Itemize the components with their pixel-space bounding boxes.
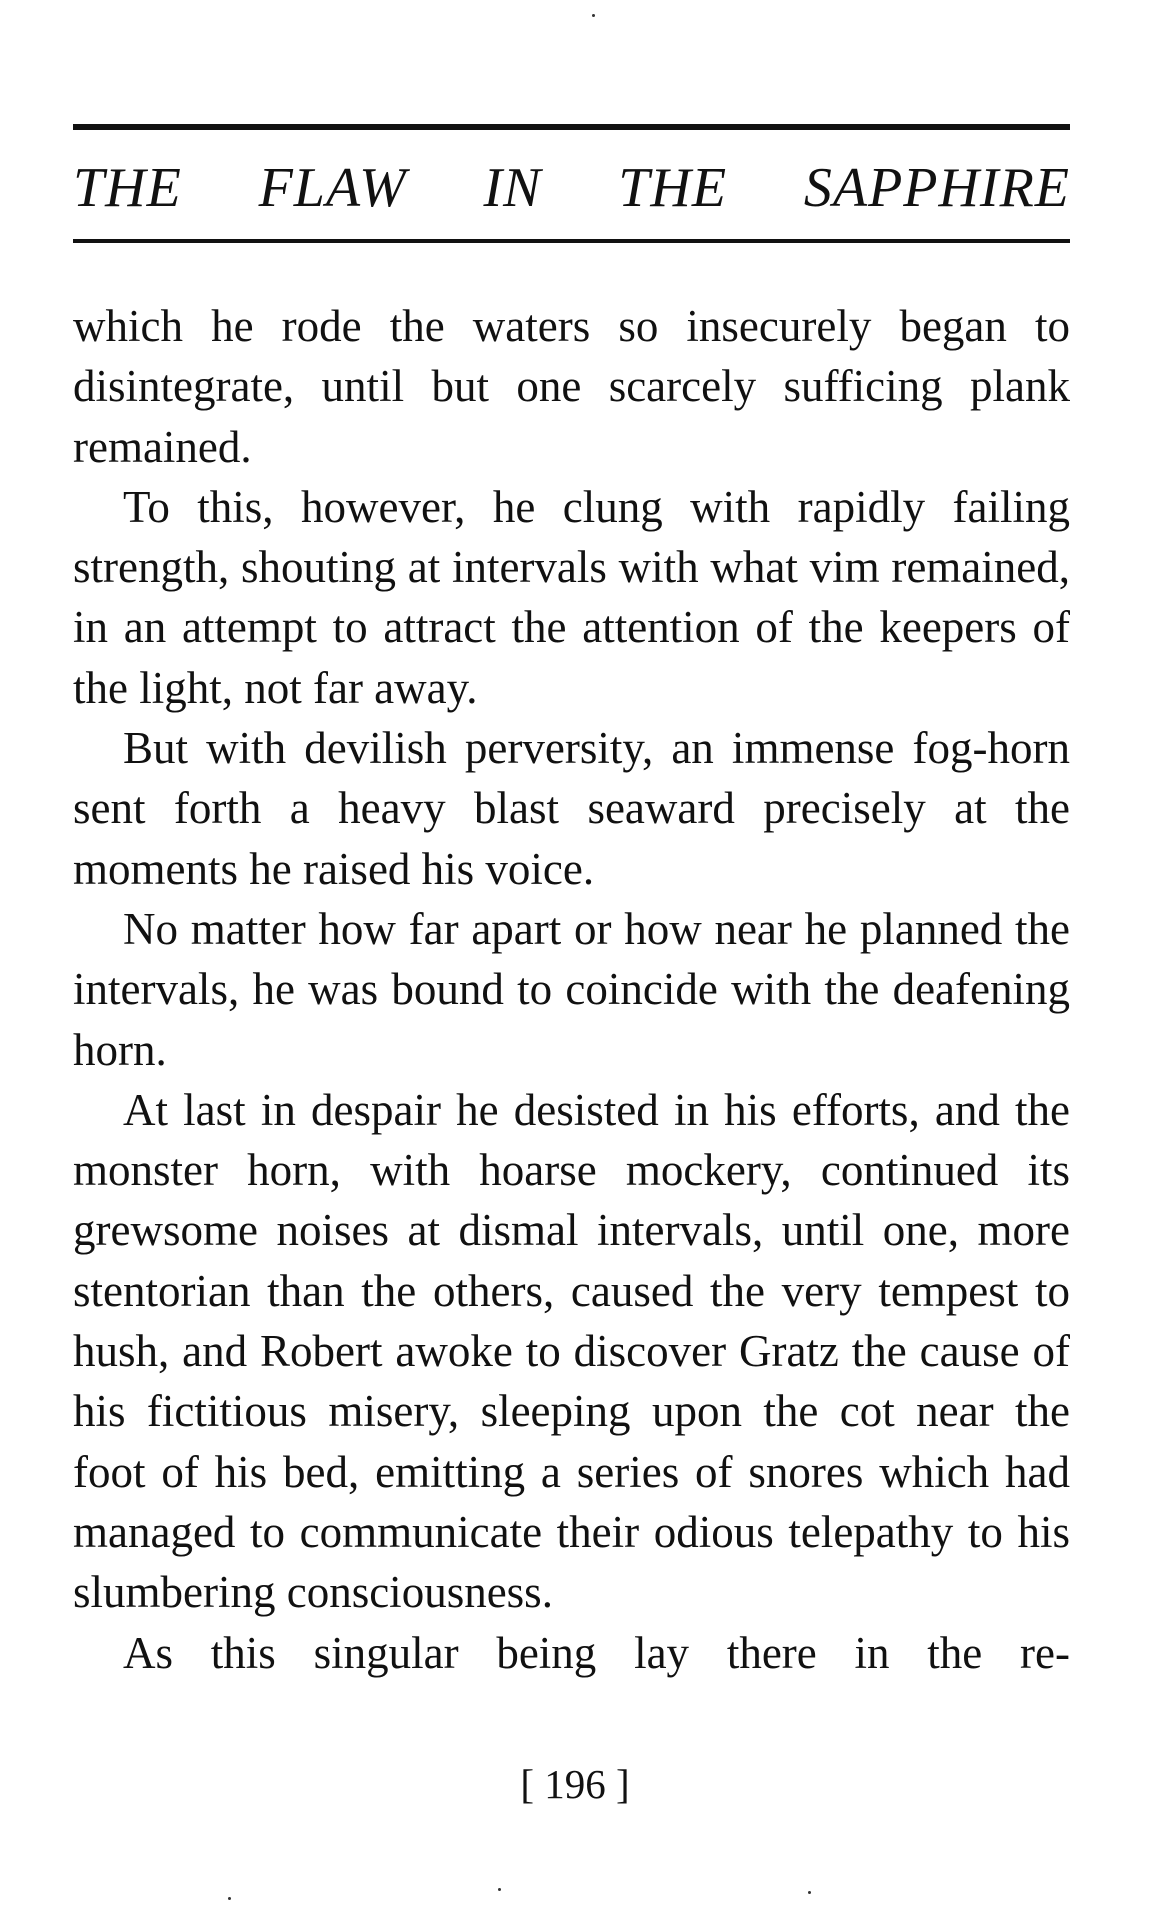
paragraph-despair: At last in despair he desisted in his efforts, and the monster horn, with hoarse mockery, continued its grewsome noises at dismal intervals, until one, more stentorian than the others, caused the very tempest to hush, and Robert awoke to discover Gratz the cause of his fictitious misery, sleeping upon the cot near the foot of his bed, emitting a series of snores which had managed to communicate their odious telepathy to his slumbering consciousness. [73, 1084, 1070, 1618]
running-head: THE FLAW IN THE SAPPHIRE [73, 157, 1070, 219]
paragraph-fog-horn: But with devilish perversity, an immense fog-horn sent forth a heavy blast seaward precisely at the moments he raised his voice. [73, 723, 1070, 894]
header-rule-bottom [73, 239, 1070, 243]
paragraph-clung: To this, however, he clung with rapidly failing strength, shouting at intervals with what vim remained, in an attempt to attract the attention of the keepers of the light, not far away. [73, 481, 1070, 713]
page-number: [ 196 ] [520, 1761, 630, 1807]
paragraph-continuation: which he rode the waters so insecurely began to disintegrate, until but one scarcely sufficing plank remained. [73, 301, 1070, 472]
body-text [73, 296, 1070, 1683]
paper-speck [228, 1897, 231, 1900]
paragraph-singular-being: As this singular being lay there in the re- [123, 1627, 1070, 1678]
paper-speck [592, 14, 595, 17]
paper-speck [498, 1888, 501, 1891]
header-rule-top [73, 124, 1070, 130]
paragraph-intervals: No matter how far apart or how near he planned the intervals, he was bound to coincide with the deafening horn. [73, 903, 1070, 1075]
paper-speck [808, 1891, 811, 1894]
